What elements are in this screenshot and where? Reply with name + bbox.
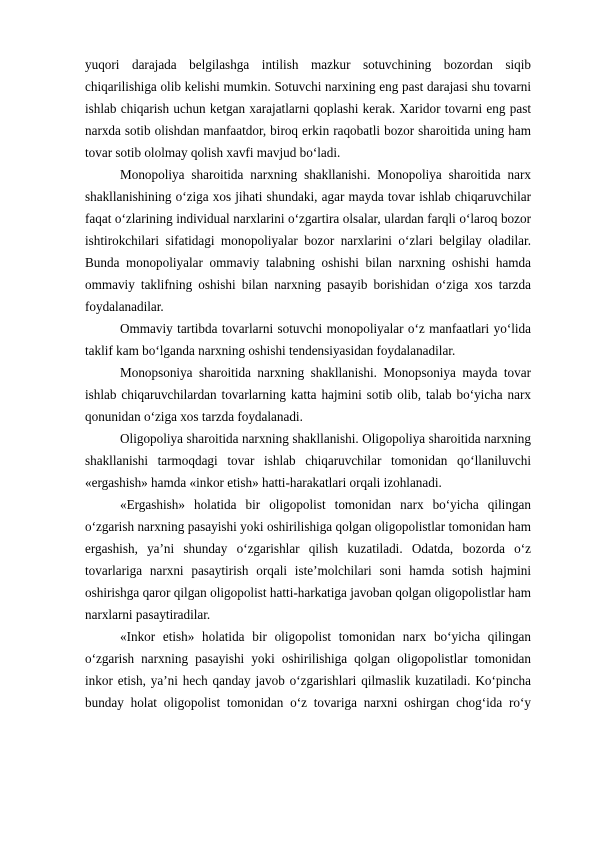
paragraph-mass-selling: Ommaviy tartibda tovarlarni sotuvchi monopoliyalar o‘z manfaatlari yo‘lida taklif kam bo‘lganda narxning oshishi tendensiyasidan foydalanadilar. [85, 321, 531, 358]
paragraph-following: «Ergashish» holatida bir oligopolist tomonidan narx bo‘yicha qilingan o‘zgarish narxning pasayishi yoki oshirilishiga qolgan oligopolistlar tomonidan ham ergashish, ya’ni shunday o‘zgarishlar qilish kuzatiladi. Odatda, bozorda o‘z tovarlariga narxni pasaytirish orqali iste’molchilari soni hamda sotish hajmini oshirishga qaror qilgan oligopolist hatti-harkatiga javoban qolgan oligopolistlar ham narxlarni pasaytiradilar. [85, 497, 531, 622]
paragraph-monopsony-pricing: Monopsoniya sharoitida narxning shakllanishi. Monopsoniya mayda tovar ishlab chiqaruvchilardan tovarlarning katta hajmini sotib olib, talab bo‘yicha narx qonunidan o‘ziga xos tarzda foydalanadi. [85, 365, 531, 424]
paragraph-denial: «Inkor etish» holatida bir oligopolist tomonidan narx bo‘yicha qilingan o‘zgarish narxning pasayishi yoki oshirilishiga qolgan oligopolistlar tomonidan inkor etish, ya’ni hech qanday javob o‘zgarishlari qilmaslik kuzatiladi. Ko‘pincha bunday holat oligopolist tomonidan o‘z tovariga narxni oshirgan chog‘ida ro‘y [85, 629, 531, 710]
paragraph-monopoly-pricing: Monopoliya sharoitida narxning shakllanishi. Monopoliya sharoitida narx shakllanishining o‘ziga xos jihati shundaki, agar mayda tovar ishlab chiqaruvchilar faqat o‘zlarining individual narxlarini o‘zgartira olsalar, ulardan farqli o‘laroq bozor ishtirokchilari sifatidagi monopoliyalar bozor narxlarini o‘zlari belgilay oladilar. Bunda monopoliyalar ommaviy talabning oshishi bilan narxning oshishi hamda ommaviy taklifning oshishi bilan narxning pasayib borishidan o‘ziga xos tarzda foydalanadilar. [85, 167, 531, 314]
paragraph-continuation: yuqori darajada belgilashga intilish mazkur sotuvchining bozordan siqib chiqarilishiga olib kelishi mumkin. Sotuvchi narxining eng past darajasi shu tovarni ishlab chiqarish uchun ketgan xarajatlarni qoplashi kerak. Xaridor tovarni eng past narxda sotib olishdan manfaatdor, biroq erkin raqobatli bozor sharoitida uning ham tovar sotib ololmay qolish xavfi mavjud bo‘ladi. [85, 57, 531, 160]
document-page [85, 54, 531, 714]
paragraph-oligopoly-pricing: Oligopoliya sharoitida narxning shakllanishi. Oligopoliya sharoitida narxning shakllanishi tarmoqdagi tovar ishlab chiqaruvchilar tomonidan qo‘llaniluvchi «ergashish» hamda «inkor etish» hatti-harakatlari orqali izohlanadi. [85, 431, 531, 490]
